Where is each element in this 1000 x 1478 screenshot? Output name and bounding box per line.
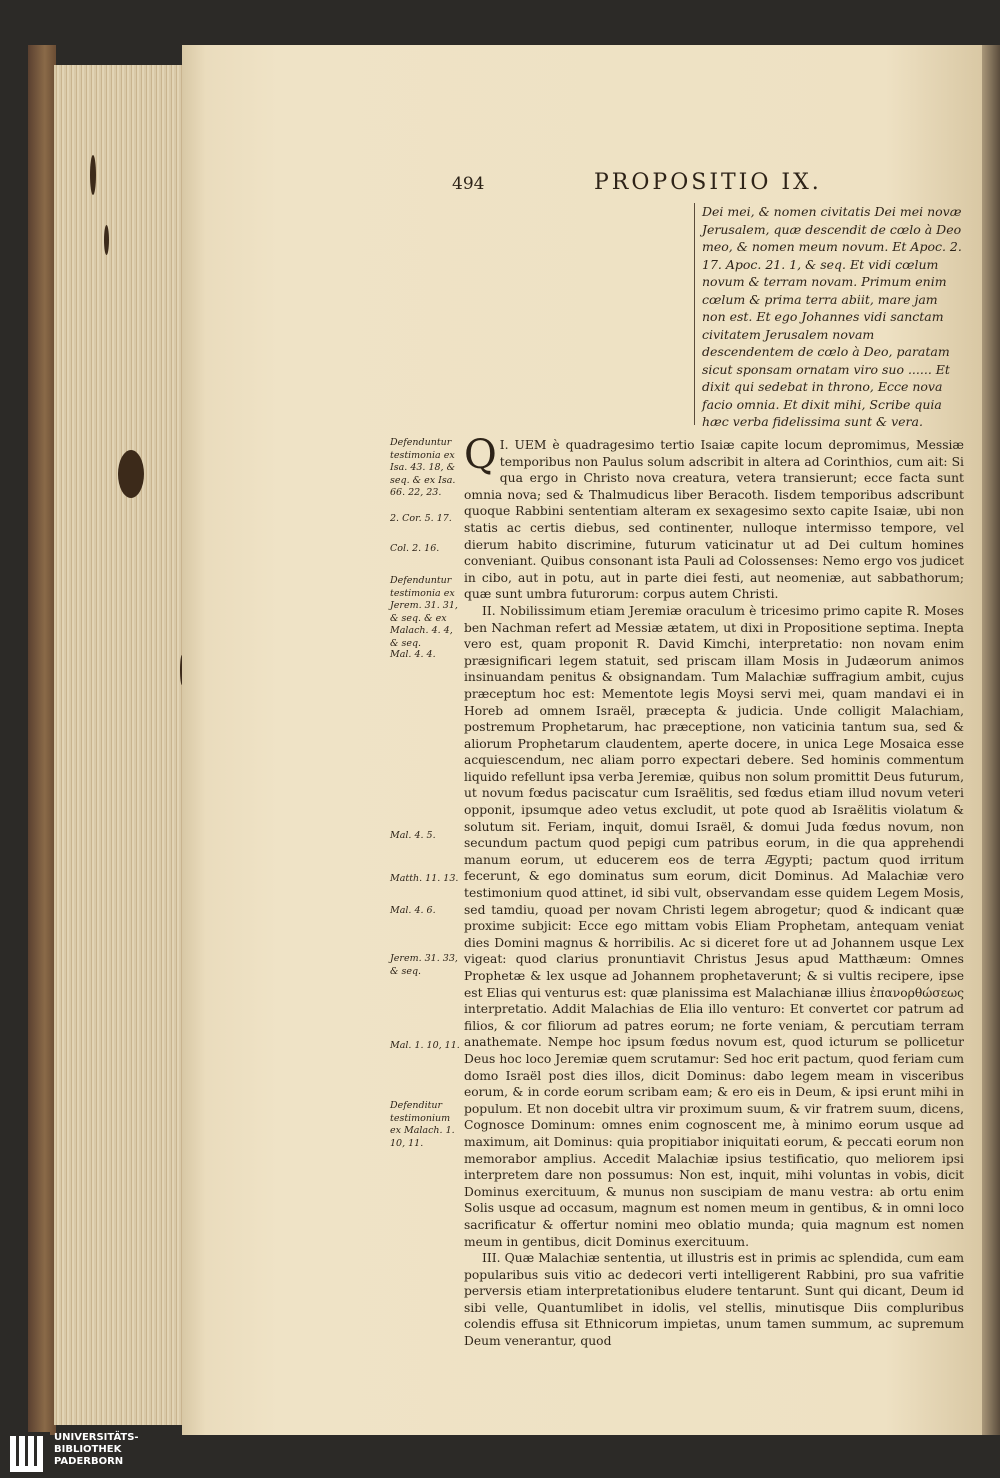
margin-note: Col. 2. 16.	[390, 543, 440, 554]
library-name-line: UNIVERSITÄTS-	[54, 1432, 139, 1443]
paragraph	[464, 432, 964, 603]
book-cover	[28, 45, 56, 1435]
margin-note: Matth. 11. 13.	[390, 873, 459, 884]
paragraph	[464, 603, 964, 1250]
paragraph	[464, 1250, 964, 1350]
book-page	[182, 45, 982, 1435]
body-text	[464, 432, 964, 1350]
paragraph-text: III. Quæ Malachiæ sententia, ut illustris est in primis ac splendida, cum eam popularibus suis vitio ac dedecori verti intelligerent Rabbini, pro sua vafritie perversis etiam interpretationibus eludere tentarunt. Sunt qui dicant, Deum id sibi velle, Quantumlibet in idolis, vel stellis, minutisque Diis compluribus colendis effusa sit Ethnicorum impietas, unum tamen summum, ac supremum Deum venerantur, quod	[464, 1251, 964, 1349]
paragraph-text: I. UEM è quadragesimo tertio Isaiæ capite locum depromimus, Messiæ temporibus non Paulus solum adscribit in altera ad Corinthios, cum ait: Si qua ergo in Christo nova creatura, vetera transierunt; ecce facta sunt omnia nova; sed & Thalmudicus liber Beracoth. Iisdem temporibus adscribunt quoque Rabbini sententiam alteram ex sexagesimo sexto capite Isaiæ, ubi non statis ac certis diebus, sed continenter, nulloque intermisso tempore, vel dierum habito discrimine, futurum vaticinatur ut ad Dei cultum homines conveniant. Quibus consonant ista Pauli ad Colossenses: Nemo ergo vos judicet in cibo, aut in potu, aut in parte diei festi, aut neomeniæ, aut sabbathorum; quæ sunt umbra futurorum: corpus autem Christi.	[464, 438, 964, 602]
book	[28, 45, 1000, 1435]
margin-note: Defenduntur testimonia ex Jerem. 31. 31, & seq. & ex Malach. 4. 4, & seq.	[390, 575, 458, 649]
top-continuation-text: Dei mei, & nomen civitatis Dei mei novæ Jerusalem, quæ descendit de cœlo à Deo meo, & nomen meum novum. Et Apoc. 2. 17. Apoc. 21. 1, & seq. Et vidi cœlum novum & terram novam. Primum enim cœlum & prima terra abiit, mare jam non est. Et ego Johannes vidi sanctam civitatem Jerusalem novam descendentem de cœlo à Deo, paratam sicut sponsam ornatam viro suo ...... Et dixit qui sedebat in throno, Ecce nova facio omnia. Et dixit mihi, Scribe quia hæc verba fidelissima sunt & vera.	[702, 204, 962, 429]
library-name-line: BIBLIOTHEK	[54, 1444, 122, 1455]
library-logo	[0, 1430, 150, 1478]
page-number: 494	[452, 174, 485, 194]
margin-note: Defenditur testimonium ex Malach. 1. 10, 11.	[390, 1100, 455, 1149]
margin-note: Defenduntur testimonia ex Isa. 43. 18, & seq. & ex Isa. 66. 22, 23.	[390, 437, 456, 498]
drop-cap: Q	[464, 432, 497, 478]
column-rule	[694, 203, 695, 425]
ink-stain	[118, 450, 144, 498]
library-name	[54, 1432, 139, 1468]
margin-note: Mal. 1. 10, 11.	[390, 1040, 460, 1051]
page-title: PROPOSITIO IX.	[594, 170, 822, 195]
library-name-line: PADERBORN	[54, 1456, 124, 1467]
page-edges	[54, 65, 185, 1425]
margin-note: Mal. 4. 5.	[390, 830, 436, 841]
running-head	[452, 170, 852, 200]
ink-stain	[104, 225, 109, 255]
paragraph-text: II. Nobilissimum etiam Jeremiæ oraculum è tricesimo primo capite R. Moses ben Nachman refert ad Messiæ ætatem, ut dixi in Propositione septima. Inepta vero est, quam proponit R. David Kimchi, interpretatio: non novam enim præsignificari legem statuit, sed priscam illam Mosis in Judæorum animos insinuandam penitus & obsignandam. Tum Malachiæ suffragium ambit, cujus præceptum hoc est: Mementote legis Moysi servi mei, quam mandavi ei in Horeb ad omnem Israël, præcepta & judicia. Unde colligit Malachiam, postremum Prophetarum, hac præceptione, non vaticinia tantum sua, sed & aliorum Prophetarum claudentem, aperte docere, in unica Lege Mosaica esse acquiescendum, nec aliam porro expectari debere. Sed hominis commentum liquido refellunt ipsa verba Jeremiæ, quibus non solum promittit Deus futurum, ut novum fœdus paciscatur cum Israëlitis, sed fœdus etiam illud novum veteri opponit, ipsumque adeo vetus excludit, ut pote quod ab Israëlitis violatum & solutum sit. Feriam, inquit, domui Israël, & domui Juda fœdus novum, non secundum pactum quod pepigi cum patribus eorum, in die qua apprehendi manum eorum, ut educerem eos de terra Ægypti; pactum quod irritum fecerunt, & ego dominatus sum eorum, dicit Dominus. Ad Malachiæ vero testimonium quod attinet, id sibi vult, observandam esse quidem Legem Mosis, sed tamdiu, quoad per novam Christi legem abrogetur; quod & indicant quæ proxime subjicit: Ecce ego mittam vobis Eliam Prophetam, antequam veniat dies Domini magnus & horribilis. Ac si diceret fore ut ad Johannem usque Lex vigeat: quod clarius pronuntiavit Christus Jesus apud Matthæum: Omnes Prophetæ & lex usque ad Johannem prophetaverunt; & si vultis recipere, ipse est Elias qui venturus est: quæ planissima est Malachianæ illius ἐπανορθώσεως interpretatio. Addit Malachias de Elia illo venturo: Et convertet cor patrum ad filios, & cor filiorum ad patres eorum; ne forte veniam, & percutiam terram anathemate. Nempe hoc ipsum fœdus novum est, quod icturum se pollicetur Deus hoc loco Jeremiæ quem scrutamur: Sed hoc erit pactum, quod feriam cum domo Israël post dies illos, dicit Dominus: dabo legem meam in visceribus eorum, & in corde eorum scribam eam; & ero eis in Deum, & ipsi erunt mihi in populum. Et non docebit ultra vir proximum suum, & vir fratrem suum, dicens, Cognosce Dominum: omnes enim cognoscent me, à minimo eorum usque ad maximum, ait Dominus: quia propitiabor iniquitati eorum, & peccati eorum non memorabor amplius. Accedit Malachiæ ipsius testificatio, quo meliorem ipsi interpretem dare non possumus: Non est, inquit, mihi voluntas in vobis, dicit Dominus exercituum, & munus non suscipiam de manu vestra: ab ortu enim Solis usque ad occasum, magnum est nomen meum in gentibus, & in omni loco sacrificatur & offertur nomini meo oblatio munda; quia magnum est nomen meum in gentibus, dicit Dominus exercituum.	[464, 603, 964, 1249]
library-emblem-icon	[6, 1432, 50, 1476]
margin-note: Mal. 4. 6.	[390, 905, 436, 916]
ink-stain	[90, 155, 96, 195]
margin-note: Mal. 4. 4.	[390, 649, 436, 660]
margin-note: Jerem. 31. 33, & seq.	[390, 953, 458, 977]
margin-note: 2. Cor. 5. 17.	[390, 513, 452, 524]
